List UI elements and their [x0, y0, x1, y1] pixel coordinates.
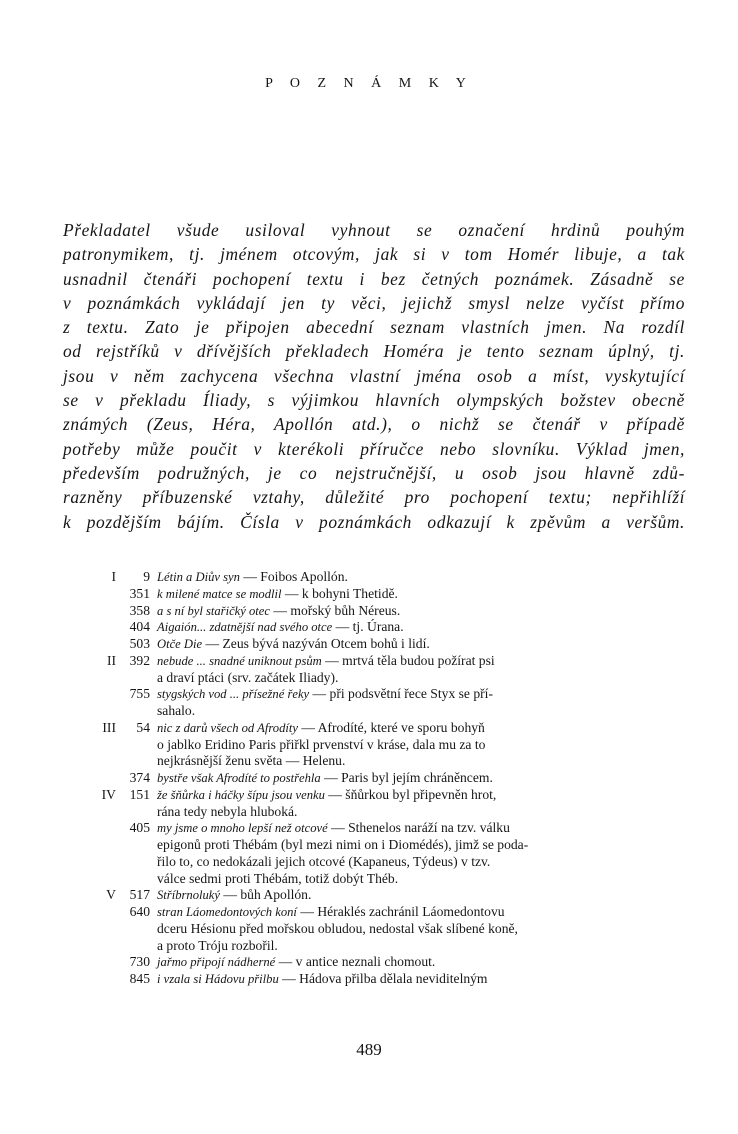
note-book [94, 619, 116, 636]
note-entry [94, 636, 686, 653]
note-book: I [111, 569, 116, 584]
note-continuation: válce sedmi proti Thébám, totiž dobýt Théb. [157, 870, 399, 886]
note-continuation: nejkrásnější ženu světa — Helenu. [157, 753, 346, 769]
intro-line: patronymikem, tj. jménem otcovým, jak si v tom Homér libuje, a tak [63, 244, 685, 265]
note-verse: 9 [143, 569, 150, 584]
note-book: V [106, 887, 116, 903]
note-body [157, 787, 686, 820]
note-entry [94, 770, 686, 787]
note-verse: 358 [129, 602, 150, 618]
note-lemma: stygských vod ... přísežné řeky [157, 687, 310, 702]
note-text: — Hádova přilba dělala neviditelným [282, 971, 488, 987]
intro-line: usnadnil čtenáři pochopení textu i bez četných poznámek. Zásadně se [63, 268, 685, 289]
note-continuation: dceru Hésionu před mořskou obludou, nedostal však slíbené koně, [157, 920, 518, 936]
note-verse: 845 [129, 971, 150, 987]
note-text: — Héraklés zachránil Láomedontovu [300, 904, 505, 920]
note-verse: 640 [129, 904, 150, 920]
note-verse: 392 [129, 652, 150, 668]
page-number: 489 [356, 1040, 382, 1059]
note-entry [94, 787, 686, 820]
note-continuation: a draví ptáci (srv. začátek Iliady). [157, 669, 339, 685]
note-verse: 503 [129, 636, 150, 652]
note-continuation: řilo to, co nedokázali jejich otcové (Kapaneus, Týdeus) v tzv. [157, 853, 491, 869]
note-lemma: Otče Die [157, 637, 203, 652]
note-text: — tj. Úrana. [335, 619, 404, 635]
page-title: P O Z N Á M K Y [265, 76, 473, 91]
note-entry [94, 686, 686, 719]
note-body [157, 686, 686, 719]
note-entry [94, 720, 686, 770]
note-body [157, 653, 686, 686]
note-book [94, 636, 116, 653]
note-lemma: Aigaión... zdatnější nad svého otce [157, 620, 333, 635]
note-entry [94, 820, 686, 887]
note-text: — šňůrkou byl připevněn hrot, [328, 786, 497, 802]
note-entry [94, 971, 686, 988]
note-verse: 54 [136, 719, 150, 735]
intro-line: potřeby může poučit v kterékoli příručce nebo slovníku. Výklad jmen, [63, 438, 685, 459]
note-verse: 151 [129, 786, 150, 802]
note-text: — v antice neznali chomout. [278, 954, 436, 970]
note-verse: 404 [129, 619, 150, 635]
note-book [94, 954, 116, 971]
intro-line: od rejstříků v dřívějších překladech Homéra je tento seznam úplný, tj. [63, 341, 685, 362]
intro-line: známých (Zeus, Héra, Apollón atd.), o nichž se čtenář v případě [63, 414, 685, 435]
note-text: — k bohyni Thetidě. [284, 585, 398, 601]
note-body [157, 720, 686, 770]
note-body [157, 971, 686, 988]
note-lemma: k milené matce se modlil [157, 586, 282, 601]
note-book [94, 770, 116, 787]
note-entry [94, 569, 686, 586]
intro-line: se v překladu Íliady, s výjimkou hlavních olympských božstev obecně [63, 390, 685, 411]
note-lemma: Létin a Diův syn [157, 570, 240, 584]
note-book [94, 686, 116, 719]
note-book: II [106, 652, 116, 668]
note-lemma: bystře však Afrodíté to postřehla [157, 771, 321, 786]
note-verse: 730 [129, 954, 150, 970]
note-continuation: epigonů proti Thébám (byl mezi nimi on i Diomédés), jimž se poda- [157, 837, 529, 853]
note-lemma: nebude ... snadné uniknout psům [157, 653, 322, 668]
note-book [94, 586, 116, 603]
note-verse: 351 [129, 585, 150, 601]
note-text: — mrtvá těla budou požírat psi [325, 652, 495, 668]
note-text: — Afrodíté, které ve sporu bohyň [301, 719, 485, 735]
note-entry [94, 619, 686, 636]
note-book [94, 904, 116, 954]
intro-line: Překladatel všude usiloval vyhnout se označení hrdinů pouhým [63, 220, 685, 240]
note-entry [94, 954, 686, 971]
note-entry [94, 586, 686, 603]
note-entry [94, 603, 686, 620]
intro-paragraph [63, 218, 685, 534]
note-continuation: sahalo. [157, 703, 196, 719]
note-verse: 374 [129, 770, 150, 786]
note-book [94, 820, 116, 887]
notes-list [94, 569, 686, 988]
note-lemma: a s ní byl stařičký otec [157, 603, 270, 618]
note-entry [94, 904, 686, 954]
note-text: — Foibos Apollón. [243, 569, 348, 584]
note-body [157, 904, 686, 954]
note-text: — mořský bůh Néreus. [273, 602, 401, 618]
note-body [157, 586, 686, 603]
note-lemma: stran Láomedontových koní [157, 905, 297, 920]
note-entry [94, 887, 686, 904]
note-body [157, 603, 686, 620]
note-body [157, 770, 686, 787]
note-continuation: rána tedy nebyla hluboká. [157, 803, 298, 819]
intro-line: v poznámkách vykládají jen ty věci, jejichž smysl nelze vyčíst přímo [63, 292, 685, 313]
note-verse: 517 [129, 887, 150, 903]
note-lemma: jařmo připojí nádherné [157, 955, 276, 970]
note-text: — při podsvětní řece Styx se pří- [312, 686, 493, 702]
note-body [157, 636, 686, 653]
intro-line: razněny příbuzenské vztahy, důležité pro pochopení textu; nepřihlíží [63, 487, 685, 508]
note-lemma: Stříbrnoluký [157, 888, 220, 903]
note-continuation: a proto Tróju rozbořil. [157, 937, 278, 953]
intro-line: především podružných, je co nejstručnější, u osob jsou hlavně zdů- [63, 462, 685, 483]
note-body [157, 569, 686, 586]
intro-line: z textu. Zato je připojen abecední seznam vlastních jmen. Na rozdíl [63, 317, 685, 338]
note-lemma: že šňůrka i háčky šípu jsou venku [157, 787, 325, 802]
note-text: — Zeus bývá nazýván Otcem bohů i lidí. [205, 636, 430, 652]
note-body [157, 820, 686, 887]
note-book: IV [101, 786, 116, 802]
note-book: III [102, 719, 116, 735]
note-verse: 405 [129, 820, 150, 836]
note-lemma: i vzala si Hádovu přilbu [157, 972, 279, 987]
note-entry [94, 653, 686, 686]
note-text: — Paris byl jejím chráněncem. [324, 770, 493, 786]
note-book [94, 971, 116, 988]
note-body [157, 619, 686, 636]
note-text: — Sthenelos naráží na tzv. válku [331, 820, 510, 836]
note-body [157, 954, 686, 971]
intro-line: jsou v něm zachycena všechna vlastní jména osob a míst, vyskytující [63, 365, 685, 386]
note-verse: 755 [129, 686, 150, 702]
note-lemma: my jsme o mnoho lepší než otcové [157, 821, 328, 836]
note-continuation: o jablko Eridino Paris přiřkl prvenství v kráse, dala mu za to [157, 736, 486, 752]
note-text: — bůh Apollón. [223, 887, 312, 903]
intro-line: k pozdějším bájím. Čísla v poznámkách odkazují k zpěvům a veršům. [63, 511, 685, 532]
note-lemma: nic z darů všech od Afrodíty [157, 720, 298, 735]
note-body [157, 887, 686, 904]
note-book [94, 603, 116, 620]
